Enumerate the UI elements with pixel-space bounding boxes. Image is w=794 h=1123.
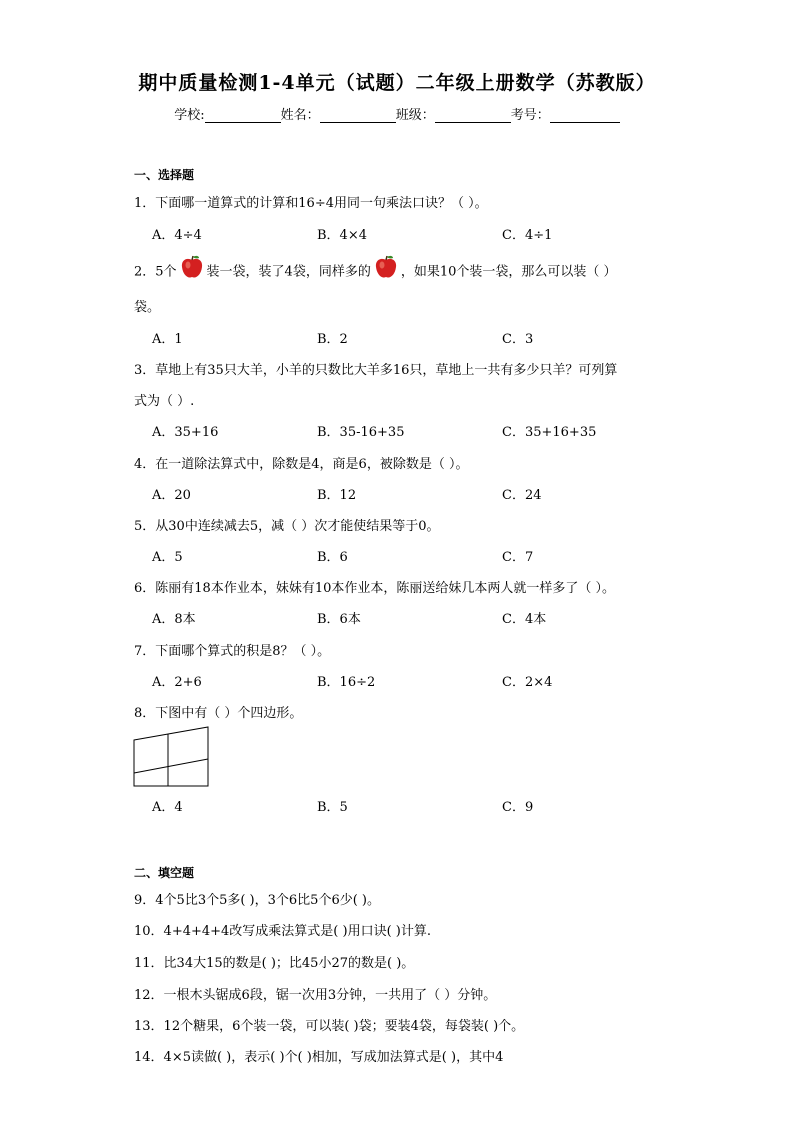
question-2-part2: 装一袋，装了4袋，同样多的 xyxy=(206,264,371,280)
option-c[interactable]: C．24 xyxy=(502,488,542,503)
option-a[interactable]: A．2+6 xyxy=(152,675,202,690)
option-b[interactable]: B．12 xyxy=(317,488,357,503)
question-13: 13．12个糖果，6个装一袋，可以装( )袋；要装4袋，每袋装( )个。 xyxy=(134,1019,525,1034)
option-a[interactable]: A．8本 xyxy=(152,612,196,627)
name-blank[interactable] xyxy=(320,108,396,123)
option-a[interactable]: A．4÷4 xyxy=(152,228,202,243)
section-choice-heading: 一、选择题 xyxy=(134,168,195,182)
question-3: 3．草地上有35只大羊，小羊的只数比大羊多16只，草地上一共有多少只羊？可列算 xyxy=(134,363,618,378)
question-2-part1: 2．5个 xyxy=(134,264,177,280)
option-c[interactable]: C．7 xyxy=(502,550,534,565)
class-blank[interactable] xyxy=(435,108,511,123)
apple-icon xyxy=(179,254,205,290)
question-10: 10．4+4+4+4改写成乘法算式是( )用口诀( )计算. xyxy=(134,924,431,939)
apple-icon xyxy=(373,254,399,290)
question-2-options xyxy=(152,328,652,346)
question-4: 4．在一道除法算式中，除数是4，商是6，被除数是（ ）。 xyxy=(134,457,469,472)
question-3-options xyxy=(152,421,652,439)
question-1-options xyxy=(152,224,652,242)
question-6-options xyxy=(152,608,652,626)
question-9: 9．4个5比3个5多( )，3个6比5个6少( )。 xyxy=(134,893,380,908)
option-c[interactable]: C．35+16+35 xyxy=(502,425,597,440)
option-c[interactable]: C．4本 xyxy=(502,612,547,627)
question-5-options xyxy=(152,546,652,564)
question-12: 12．一根木头锯成6段，锯一次用3分钟，一共用了（ ）分钟。 xyxy=(134,988,497,1003)
number-label: 考号： xyxy=(510,108,550,123)
class-label: 班级： xyxy=(395,108,435,123)
option-c[interactable]: C．9 xyxy=(502,800,534,815)
option-a[interactable]: A．20 xyxy=(152,488,191,503)
question-7: 7．下面哪个算式的积是8？（ ）。 xyxy=(134,644,331,659)
question-4-options xyxy=(152,484,652,502)
school-blank[interactable] xyxy=(205,108,281,123)
question-8-options xyxy=(152,796,652,814)
quadrilateral-figure xyxy=(133,726,213,792)
option-a[interactable]: A．5 xyxy=(152,550,183,565)
question-7-options xyxy=(152,671,652,689)
question-3-continued: 式为（ ）. xyxy=(134,394,195,409)
name-label: 姓名： xyxy=(280,108,320,123)
option-c[interactable]: C．2×4 xyxy=(502,675,553,690)
page-title: 期中质量检测1-4单元（试题）二年级上册数学（苏教版） xyxy=(138,72,656,94)
question-8: 8．下图中有（ ）个四边形。 xyxy=(134,706,303,721)
section-fill-heading: 二、填空题 xyxy=(134,866,195,880)
option-b[interactable]: B．4×4 xyxy=(317,228,367,243)
question-2-part3: ，如果10个装一袋，那么可以装（ ） xyxy=(400,264,617,280)
question-14: 14．4×5读做( )，表示( )个( )相加，写成加法算式是( )，其中4 xyxy=(134,1050,504,1065)
option-b[interactable]: B．6 xyxy=(317,550,348,565)
question-2-continued: 袋。 xyxy=(134,300,161,315)
question-2 xyxy=(134,254,617,290)
option-a[interactable]: A．1 xyxy=(152,332,183,347)
option-b[interactable]: B．5 xyxy=(317,800,348,815)
option-b[interactable]: B．6本 xyxy=(317,612,361,627)
school-label: 学校: xyxy=(174,108,205,123)
question-5: 5．从30中连续减去5，减（ ）次才能使结果等于0。 xyxy=(134,519,440,534)
option-a[interactable]: A．4 xyxy=(152,800,183,815)
question-1: 1．下面哪一道算式的计算和16÷4用同一句乘法口诀？（ ）。 xyxy=(134,196,488,211)
student-info-row xyxy=(0,104,794,123)
number-blank[interactable] xyxy=(550,108,620,123)
question-11: 11．比34大15的数是( )；比45小27的数是( )。 xyxy=(134,956,415,971)
option-b[interactable]: B．2 xyxy=(317,332,348,347)
option-b[interactable]: B．35-16+35 xyxy=(317,425,405,440)
question-6: 6．陈丽有18本作业本，妹妹有10本作业本，陈丽送给妹几本两人就一样多了（ ）。 xyxy=(134,581,615,596)
option-c[interactable]: C．4÷1 xyxy=(502,228,553,243)
option-c[interactable]: C．3 xyxy=(502,332,534,347)
option-a[interactable]: A．35+16 xyxy=(152,425,219,440)
option-b[interactable]: B．16÷2 xyxy=(317,675,376,690)
